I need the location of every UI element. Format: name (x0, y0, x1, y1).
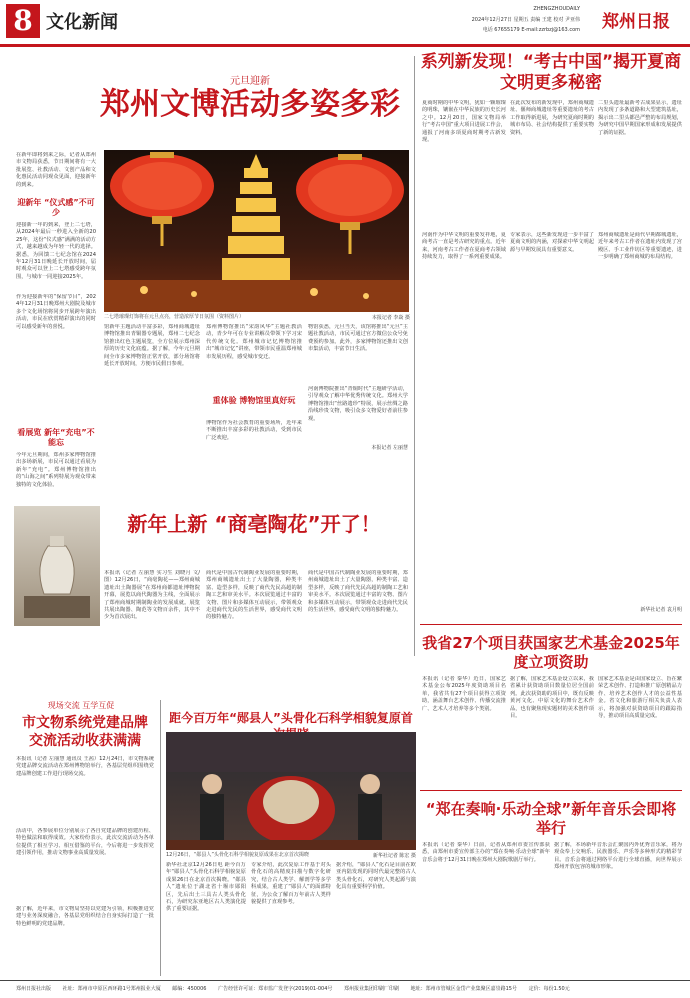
footer-item: 郑州报业集团印刷厂印刷 (344, 986, 400, 992)
lead-photo-caption: 二七塔璀璨灯饰将在元旦点亮，营造浓厚节日氛围（资料图片） (104, 314, 245, 320)
page-number: 8 (6, 4, 40, 38)
header-rule (0, 44, 690, 47)
skull-body3: 据介绍，“郧县人”化石是目前在欧亚内陆发现的同时代最完整的古人类头骨化石，对研究人类起源与演化具有重要科学价值。 (336, 862, 416, 891)
lead-sub2: 看展览 新年“充电”不能忘 (17, 428, 95, 447)
archaeology-body2: 在此次发布的新发现中，郑州商城遗址、偃师商城遗址等重要遗址的考古工作取得新进展，为研究夏商时期的城市布局、社会结构提供了重要实物资料。 (510, 100, 594, 136)
art-fund-body3: 国家艺术基金是由国家设立、旨在繁荣艺术创作、打造和推广原创精品力作、培养艺术创作人才的公益性基金。省文化和旅游厅相关负责人表示，将加强对获资助项目的跟踪指导，推动项目高质量完成。 (598, 676, 682, 720)
ceramics-headline: 新年上新 “商亳陶花”开了！ (127, 512, 381, 536)
footer-item: 郑州日报社出版 (16, 986, 52, 992)
music-headline: “郑在奏响·乐动全球”新年音乐会即将举行 (425, 800, 677, 837)
lead-end-byline: 本报记者 左丽慧 (371, 445, 408, 451)
art-fund-headline: 我省27个项目获国家艺术基金2025年度立项资助 (422, 634, 680, 671)
skull-photo-caption: 12月26日，“郧县人”头骨化石科学相貌复原成果在北京首次揭晓 (166, 852, 309, 858)
municipal-body2: 活动中，各参展单位分别展示了各自党建品牌的创建历程、特色做法和取得成效。大家纷纷表示，此次交流活动为各单位提供了相互学习、相互借鉴的平台，今后将进一步发挥党建引领作用，推动文物事业高质量发展。 (16, 828, 154, 857)
footer-item: 社址：郑州市中原区西环路1号郑州报业大厦 (62, 986, 161, 992)
archaeology-body1: 夏商时期的中华文明，犹如一颗璀璨的明珠，镶嵌在中华民族的历史长河之中。12月20日，国家文物局举行“考古中国”重大项目进展工作会，通报了河南多项夏商时期考古新发现。 (422, 100, 506, 144)
vase-icon (14, 506, 100, 626)
lead-photo-byline: 本报记者 李焱 摄 (371, 315, 410, 321)
column-divider-2 (160, 700, 161, 976)
unveiling-ceremony-illustration (166, 732, 416, 850)
lead-body1: 迎接新一年的到来，登上二七塔，从2024年最后一秒进入全新的2025年，这份“仪式感”满满的活动方式，越来越成为年轻一代的选择。据悉，为回馈二七纪念馆在2024年12月31日晚延长开放时间，届时观众可以登上二七塔感受跨年氛围，与城市一同迎接2025年。 (16, 222, 96, 280)
skull-body2: 专家介绍，此次复原工作基于对头骨化石的高精度扫描与数字化研究，结合古人类学、解剖学等多学科成果，重建了“郧县人”的面部特征，为公众了解百万年前古人类样貌提供了直观参考。 (251, 862, 331, 906)
music-rule (420, 790, 682, 791)
page-footer (0, 980, 690, 998)
music-body: 本报讯（记者 秦华）日前，记者从郑州市委宣传部获悉，由郑州市委宣传部主办的“郑在奏响·乐动全球”新年音乐会将于12月31日晚在郑州大剧院歌剧厅举行。 (422, 842, 550, 863)
ceramics-body: 本报讯（记者 左丽慧 实习生 刘晓月 文/图）12月26日，“商亳陶花——郑州商城遗址出土陶器展”在郑州商都遗址博物院开幕，展览以商代陶器为主线，全面展示了郑州商城时期制陶业的发展成就。展览共展出陶器、陶范等文物百余件，其中不少为首次展出。 (104, 570, 200, 621)
lead-intro: 在新年即将到来之际，记者从郑州市文物局获悉，节日期间将有一大批展览、社教活动、文创产品和文化惠民活动同观众见面，迎接新年的到来。 (16, 152, 96, 188)
lead-sub1: 迎新年 “仪式感”不可少 (17, 198, 95, 217)
ceramics-body2: 商代是中国古代制陶业发展的重要时期，郑州商城遗址出土了大量陶器，种类丰富、造型多样，反映了商代先民高超的制陶工艺和审美水平。本次展览通过丰富的文物、图片和多媒体互动展示，带领观众走进商代先民的生活世界，感受商代文明的独特魅力。 (206, 570, 302, 621)
paper-en-name: ZHENGZHOUDAILY (533, 6, 580, 12)
lead-col3b: 博物馆作为社会教育的重要场所，近年来不断推出丰富多彩的社教活动，受到市民广泛欢迎。 (206, 420, 302, 441)
footer-item: 地址：郑州市管城区金岱产业集聚区嘉崇路15号 (410, 986, 517, 992)
music-body2: 据了解，本场新年音乐会汇聚国内外优秀音乐家，将为观众奉上交响乐、民族器乐、声乐等多种形式的精彩节目。音乐会将通过网络平台进行全球直播，向世界展示郑州开放包容的城市形象。 (554, 842, 682, 871)
lantern-pagoda-illustration (104, 150, 409, 312)
lead-col3: 郑州博物馆推出“宋韵风华”主题社教活动，青少年可在专业讲解员带领下学习宋代传统文化。郑州城市记忆博物馆推出“城市记忆”讲座，带领市民重温郑州城市发展历程，感受城市变迁。 (206, 324, 302, 360)
skull-headline: 距今百万年“郧县人”头骨化石科学相貌复原首 (169, 711, 413, 725)
column-divider (414, 56, 415, 656)
lead-kicker: 元旦迎新 (230, 76, 270, 87)
lead-col4b: 河南博物院推出“青铜时代”主题研学活动，引导观众了解中华优秀传统文化。郑州大学博物馆推出“丝路遗珍”特展，展示丝绸之路沿线珍贵文物，吸引众多文物爱好者前往参观。 (308, 386, 408, 422)
archaeology-byline: 新华社记者 袁月明 (640, 607, 682, 613)
ceramics-side-photo (14, 506, 100, 626)
footer-item: 广告经营许可证：郑市监广发登字(2019)01-004号 (218, 986, 333, 992)
art-fund-body: 本报讯（记者 秦华）近日，国家艺术基金公布2025年度资助项目名单，我省共有27个项目获得立项资助，涵盖舞台艺术创作、传播交流推广、艺术人才培养等多个类别。 (422, 676, 506, 712)
paper-logo: 郑州日报 (602, 12, 670, 32)
archaeology-body4: 河南作为中华文明的重要发祥地，夏商考古一直是考古研究的重点。近年来，河南考古工作者在夏商考古领域持续发力，取得了一系列重要成果。 (422, 232, 506, 261)
lead-headline: 郑州文博活动多姿多彩 (100, 87, 400, 122)
municipal-kicker: 现场交流 互学互促 (47, 701, 115, 710)
section-title: 文化新闻 (46, 12, 118, 33)
municipal-body3: 据了解，近年来，市文物局坚持以党建为引领，积极推进党建与业务深度融合，各基层党组织结合自身实际打造了一批特色鲜明的党建品牌。 (16, 906, 154, 927)
lead-photo (104, 150, 409, 312)
art-fund-rule (420, 624, 682, 625)
lead-body2: 作为迎接新年的“保留节目”，2024年12月31日晚郑州大剧院及城市多个文化场馆将同步开展跨年演出活动，市民在欣赏精彩演出的同时可以感受新年的喜悦。 (16, 294, 96, 330)
municipal-headline: 市文物系统党建品牌交流活动收获满满 (22, 715, 148, 749)
contact-line: 电话 67655179 E-mail:zzrbzj@163.com (482, 27, 580, 33)
archaeology-headline: 系列新发现！“考古中国”揭开夏商文明更多秘密 (420, 52, 682, 93)
skull-body: 新华社北京12月26日电 距今百万年“郧县人”头骨化石科学相貌复原成果26日在北京首次揭晓。“郧县人”遗址位于湖北省十堰市郧阳区，先后出土三具古人类头骨化石，为研究东亚地区古人类演化提供了重要证据。 (166, 862, 246, 913)
date-line: 2024年12月27日 星期五 责编 王建 校对 尹亚伟 (471, 17, 580, 23)
municipal-body: 本报讯（记者 左丽慧 通讯员 王茜）12月24日，市文物系统党建品牌交流活动在郑州博物馆举行，各基层党组织围绕党建品牌创建工作进行现场交流。 (16, 756, 154, 777)
skull-photo-byline: 新华社记者 陈宏 摄 (372, 853, 416, 859)
lead-body3: 今年元旦期间，郑州多家博物馆推出多场新展，市民可以通过看展为新年“充电”。郑州博物馆推出的“山海之间”系列特展为观众带来独特的文化体验。 (16, 452, 96, 488)
archaeology-body3: 二里头遗址最新考古成果显示，遗址内发现了多条道路和大型建筑基址，揭示出二里头都邑严整的布局规划，为研究中国早期国家形成和发展提供了新的证据。 (598, 100, 682, 136)
lead-col2: 馆新年主题活动丰富多彩，郑州商城遗址博物馆推出青铜器专题展，郑州二七纪念馆推出红色主题展览，全方位展示郑州深厚的历史文化底蕴。据了解，今年元旦期间全市多家博物馆正常开放，部分场馆将延长开放时间，方便市民假日参观。 (104, 324, 200, 368)
archaeology-body5: 专家表示，这些新发现进一步丰富了夏商文明的内涵，对探索中华文明起源与早期发展具有重要意义。 (510, 232, 594, 253)
archaeology-body6: 郑州商城遗址是商代早期都城遗址，近年来考古工作者在遗址内发现了宫殿区、手工业作坊区等重要遗迹，进一步明确了郑州商城的布局结构。 (598, 232, 682, 261)
skull-photo (166, 732, 416, 850)
lead-sub3: 重体验 博物馆里真好玩 (212, 396, 296, 405)
art-fund-body2: 据了解，国家艺术基金设立以来，我省累计获资助项目数量位居全国前列。此次获资助的项目中，既有反映黄河文化、中原文化的舞台艺术作品，也有聚焦现实题材的美术创作项目。 (510, 676, 594, 720)
ceramics-body3: 商代是中国古代制陶业发展的重要时期，郑州商城遗址出土了大量陶器，种类丰富、造型多样，反映了商代先民高超的制陶工艺和审美水平。本次展览通过丰富的文物、图片和多媒体互动展示，带领观众走进商代先民的生活世界，感受商代文明的独特魅力。 (308, 570, 408, 614)
footer-item: 邮编：450006 (172, 986, 207, 992)
lead-col4: 物馆获悉，元旦当天，该馆将推出“元旦”主题社教活动，市民可通过官方微信公众号免费预约参加。此外，多家博物馆还推出文创市集活动，丰富节日生活。 (308, 324, 408, 353)
footer-item: 定价：每份1.50元 (528, 986, 570, 992)
